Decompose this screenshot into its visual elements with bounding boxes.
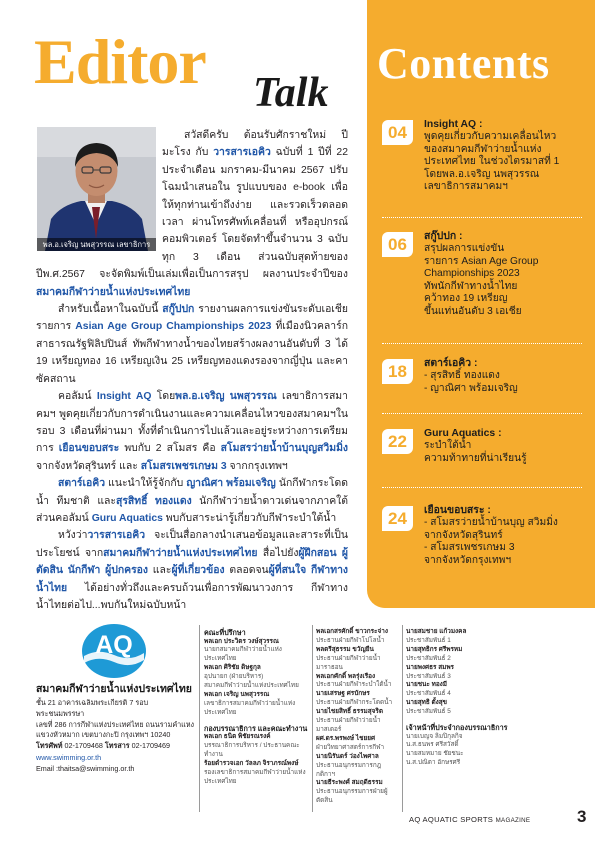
toc-item-cover-story[interactable] <box>374 230 589 330</box>
toc-line: คว้าทอง 19 เหรียญ <box>424 293 508 305</box>
staff-position: รองเลขาธิการสมาคมกีฬาว่ายน้ำแห่งประเทศไทย <box>204 768 306 785</box>
toc-heading: สตาร์เอคิว : <box>424 358 478 369</box>
staff-name: นายสุทธิ ตั้งสุข <box>406 699 448 707</box>
staff-name: นายพงศธร สมพร <box>406 663 454 671</box>
staff-name: นายสมชาย แก้วมงคล <box>406 628 467 635</box>
staff-position: อุปนายก (ฝ่ายบริหาร) <box>204 673 264 681</box>
toc-line: โดยพล.อ.เจริญ นพสุวรรณ <box>424 168 540 180</box>
portrait-caption: พล.อ.เจริญ นพสุวรรณ เลขาธิการ <box>37 238 156 251</box>
magazine-name: AQ AQUATIC SPORTS <box>409 815 494 824</box>
toc-line: Championships 2023 <box>424 268 520 280</box>
editorial-team-heading: กองบรรณาธิการ และคณะทำงาน <box>204 723 308 733</box>
staff-name: พลเอก ศิริชัย ดิษฐกุล <box>204 664 261 672</box>
staff-position: ฝ่ายวิทยาศาสตร์การกีฬา <box>316 743 385 751</box>
staff-name: ร้อยตำรวจเอก วัลลภ จิราภรณ์พงษ์ <box>204 759 299 767</box>
staff-name: นายชนะ ทองมี <box>406 681 447 689</box>
toc-heading: Guru Aquatics : <box>424 428 502 439</box>
staff-position: ประชาสัมพันธ์ 4 <box>406 690 451 698</box>
toc-line: - สุรสิทธิ์ ทองแดง <box>424 370 500 381</box>
divider <box>199 625 200 812</box>
toc-line: ความท้าทายที่น่าเรียนรู้ <box>424 452 527 464</box>
staff-position: นายสมหมาย ชัยชนะ <box>406 750 464 758</box>
staff-column-2 <box>316 628 400 806</box>
toc-item-poolside-visit[interactable] <box>374 504 589 574</box>
toc-line: เลขาธิการสมาคมฯ <box>424 181 508 193</box>
toc-text <box>424 230 589 319</box>
staff-position: สมาคมกีฬาว่ายน้ำแห่งประเทศไทย <box>204 682 299 690</box>
staff-position: นายเบญจ ลิมปิกุลกิจ <box>406 732 463 740</box>
staff-position: ประธานฝ่ายกีฬาระบำใต้น้ำ <box>316 681 392 689</box>
toc-heading: เยือนขอบสระ : <box>424 505 491 516</box>
toc-line: จากจังหวัดกรุงเทพฯ <box>424 554 512 566</box>
toc-line: ประเทศไทย ในช่วงไตรมาสที่ 1 <box>424 156 560 168</box>
toc-page-number: 06 <box>382 232 413 257</box>
staff-name: พลเอก ประวิตร วงษ์สุวรรณ <box>204 637 279 645</box>
toc-item-star-aq[interactable] <box>374 357 589 403</box>
page-number: 3 <box>577 807 587 826</box>
toc-separator <box>382 343 582 344</box>
contents-title: Contents <box>377 39 550 88</box>
staff-name: ผศ.ดร.พรพงษ์ ไชยยศ <box>316 734 375 742</box>
association-address <box>36 698 196 752</box>
toc-line: ของสมาคมกีฬาว่ายน้ำแห่ง <box>424 143 542 155</box>
portrait-spacer <box>36 127 162 263</box>
toc-separator <box>382 487 582 488</box>
staff-name: พลเอกศักดิ์ พลรุ่งเรือง <box>316 672 376 680</box>
toc-page-number: 24 <box>382 506 413 531</box>
editorial-paragraph-1: สวัสดีครับ ต้อนรับศักราชใหม่ ปีมะโรง กับ วารสารเอคิว ฉบับที่ 1 ปีที่ 22 ประจำเดือน มกราคม-มีนาคม 2567 ปรับโฉมนำเสนอใน รูปแบบของ e-book เพื่อให้ทุกท่านเข้าถึงง่าย และรวดเร็วตลอดเวลา ผ่านโทรศัพท์เคลื่อนที่ หรืออุปกรณ์คอมพิวเตอร์ โดยจัดทำขึ้นจำนวน 3 ฉบับ ทุก 3 เดือน ส่วนฉบับสุดท้ายของ ปีพ.ศ.2567 จะจัดพิมพ์เป็นเล่มเพื่อเป็นการสรุป ผลงานประจำปีของสมาคมกีฬาว่ายน้ำแห่งประเทศไทย <box>36 130 348 298</box>
editorial-paragraph-2: สำหรับเนื้อหาในฉบับนี้ สกู๊ปปก รายงานผลการแข่งขันระดับเอเชีย รายการ Asian Age Group Championships 2023 ที่เมืองนิวคลาร์ก สาธารณรัฐฟิลิปปินส์ ทัพกีฬาทางน้ำของไทยสร้างผลงานอันดับที่ 3 ได้ 19 เหรียญทอง 16 เหรียญเงิน 25 เหรียญทองแดงรองจากญี่ปุ่น และคาซัคสถาน <box>36 304 348 385</box>
toc-text <box>424 118 589 194</box>
toc-line: - ญาณิศา พร้อมเจริญ <box>424 382 518 394</box>
magazine-word: MAGAZINE <box>495 817 531 824</box>
editorial-body <box>36 127 348 614</box>
toc-line: รายการ Asian Age Group <box>424 255 539 267</box>
toc-line: พูดคุยเกี่ยวกับความเคลื่อนไหว <box>424 131 557 142</box>
editorial-paragraph-3: คอลัมน์ Insight AQ โดยพล.อ.เจริญ นพสุวรรณ เลขาธิการสมาคมฯ พูดคุยเกี่ยวกับการดำเนินงานและความเคลื่อนไหวของสมาคมฯในรอบ 3 เดือนที่ผ่านมา ทั้งที่ดำเนินการไปแล้วและอยู่ระหว่างการเตรียมการ เยือนขอบสระ พบกับ 2 สโมสร คือ สโมสรว่ายน้ำบ้านบุญสวิมมิ่ง จากจังหวัดสุรินทร์ และ สโมสรเพชรเกษม 3 จากกรุงเทพฯ <box>36 391 348 472</box>
staff-column-1 <box>204 628 309 787</box>
staff-name: นายนิรันดร์ ว่องไพศาล <box>316 752 379 760</box>
editorial-paragraph-5: หวังว่าวารสารเอคิว จะเป็นสื่อกลางนำเสนอข้อมูลและสาระที่เป็น ประโยชน์ จากสมาคมกีฬาว่ายน้ำแห่งประเทศไทย สื่อไปยังผู้ฝึกสอน ผู้ตัดสิน นักกีฬา ผู้ปกครอง และผู้ที่เกี่ยวข้อง ตลอดจนผู้ที่สนใจ กีฬาทางน้ำไทย ได้อย่างทั่วถึงและครบถ้วนเพื่อการพัฒนาวงการ กีฬาทางน้ำไทยต่อไป...พบกันใหม่ฉบับหน้า <box>36 530 349 611</box>
divider <box>312 625 313 812</box>
toc-text <box>424 427 589 465</box>
toc-item-guru-aquatics[interactable] <box>374 427 589 471</box>
staff-name: นายไชยสิทธิ์ ธรรมสุจริต <box>316 708 383 716</box>
address-line: ชั้น 21 อาคารเฉลิมพระเกียรติ 7 รอบพระชนมพรรษา <box>36 698 149 718</box>
staff-name: นายสุทธิกร ศรีพรหม <box>406 645 463 653</box>
toc-line: จากจังหวัดสุรินทร์ <box>424 529 503 541</box>
toc-line: ทัพนักกีฬาทางน้ำไทย <box>424 280 518 292</box>
editorial-paragraph-4: สตาร์เอคิว แนะนำให้รู้จักกับ ญาณิศา พร้อมเจริญ นักกีฬากระโดดน้ำ ทีมชาติ และสุรสิทธิ์ ทองแดง นักกีฬาว่ายน้ำดาวเด่นจากภาคใต้ ส่วนคอลัมน์ Guru Aquatics พบกับสาระน่ารู้เกี่ยวกับกีฬาระบำใต้น้ำ <box>36 478 348 524</box>
toc-line: สรุปผลการแข่งขัน <box>424 243 505 254</box>
toc-line: - สโมสรว่ายน้ำบ้านบุญ สวิมมิ่ง <box>424 517 558 528</box>
toc-page-number: 18 <box>382 359 413 384</box>
association-name: สมาคมกีฬาว่ายน้ำแห่งประเทศไทย <box>36 683 192 695</box>
aq-logo-text: AQ <box>95 631 133 659</box>
staff-position: เลขาธิการสมาคมกีฬาว่ายน้ำแห่งประเทศไทย <box>204 699 296 716</box>
staff-position: ประชาสัมพันธ์ 2 <box>406 654 451 662</box>
editor-title: Editor <box>34 26 206 97</box>
staff-position: ประธานฝ่ายกีฬาว่ายน้ำมาราธอน <box>316 654 381 671</box>
toc-line: ขึ้นแท่นอันดับ 3 เอเชีย <box>424 305 522 317</box>
staff-position: น.ส.ธนพร ศรีสวัสดิ์ <box>406 741 459 749</box>
toc-separator <box>382 413 582 414</box>
staff-name: พลเอก ธนิต พิชัยรณรงค์ <box>204 733 271 741</box>
email-link[interactable]: Email :thaitsa@swimming.or.th <box>36 763 135 773</box>
divider <box>402 625 403 812</box>
staff-position: ประธานฝ่ายกีฬากระโดดน้ำ <box>316 699 393 707</box>
staff-position: ประธานฝ่ายกีฬาโปโลน้ำ <box>316 636 385 644</box>
toc-page-number: 04 <box>382 120 413 145</box>
magazine-footer <box>409 815 530 824</box>
staff-name: พลเอกสรศักดิ์ ขาวกระจ่าง <box>316 628 388 635</box>
aq-logo-icon <box>80 622 148 680</box>
toc-page-number: 22 <box>382 429 413 454</box>
association-info <box>36 683 196 774</box>
staff-name: พลเอก เจริญ นพสุวรรณ <box>204 690 270 698</box>
staff-position: ประธานอนุกรรมการกฎกติกาฯ <box>316 761 381 778</box>
address-line: เลขที่ 286 การกีฬาแห่งประเทศไทย ถนนรามคำแหง <box>36 719 195 729</box>
toc-line: ระบำใต้น้ำ <box>424 440 472 451</box>
staff-position: ประชาสัมพันธ์ 5 <box>406 708 451 716</box>
toc-heading: Insight AQ : <box>424 119 483 130</box>
staff-position: ประชาสัมพันธ์ 1 <box>406 636 451 644</box>
website-link[interactable]: www.swimming.or.th <box>36 752 102 762</box>
toc-line: - สโมสรเพชรเกษม 3 <box>424 542 515 554</box>
toc-heading: สกู๊ปปก : <box>424 231 463 242</box>
staff-position: บรรณาธิการบริหาร / ประธานคณะทำงาน <box>204 742 300 758</box>
staff-position: ประธานอนุกรรมการฝ่ายผู้ตัดสิน <box>316 788 388 805</box>
office-staff-heading: เจ้าหน้าที่ประจำกองบรรณาธิการ <box>406 723 508 733</box>
staff-position: นายกสมาคมกีฬาว่ายน้ำแห่งประเทศไทย <box>204 646 282 663</box>
staff-name: นายธีระพงศ์ สมฤดีธรรม <box>316 779 383 787</box>
staff-position: ประชาสัมพันธ์ 3 <box>406 672 451 680</box>
toc-text <box>424 504 589 567</box>
editor-subtitle: Talk <box>253 70 329 116</box>
staff-name: พลตรีสุธรรม ขวัญยืน <box>316 645 374 653</box>
advisors-heading: คณะที่ปรึกษา <box>204 628 246 637</box>
toc-text <box>424 357 589 395</box>
contact-phones: โทรศัพท์ 02-1709468 โทรสาร 02-1709469 <box>36 741 170 751</box>
toc-item-insight-aq[interactable] <box>374 118 589 212</box>
address-line: แขวงหัวหมาก เขตบางกะปิ กรุงเทพฯ 10240 <box>36 730 171 740</box>
staff-position: น.ส.ปณิตา อักษรศรี <box>406 759 461 767</box>
toc-separator <box>382 217 582 218</box>
staff-position: ประธานฝ่ายกีฬาว่ายน้ำมาสเตอร์ <box>316 717 381 733</box>
staff-name: นายเสรษฐ ศรบักษร <box>316 690 370 698</box>
staff-column-3 <box>406 628 511 768</box>
